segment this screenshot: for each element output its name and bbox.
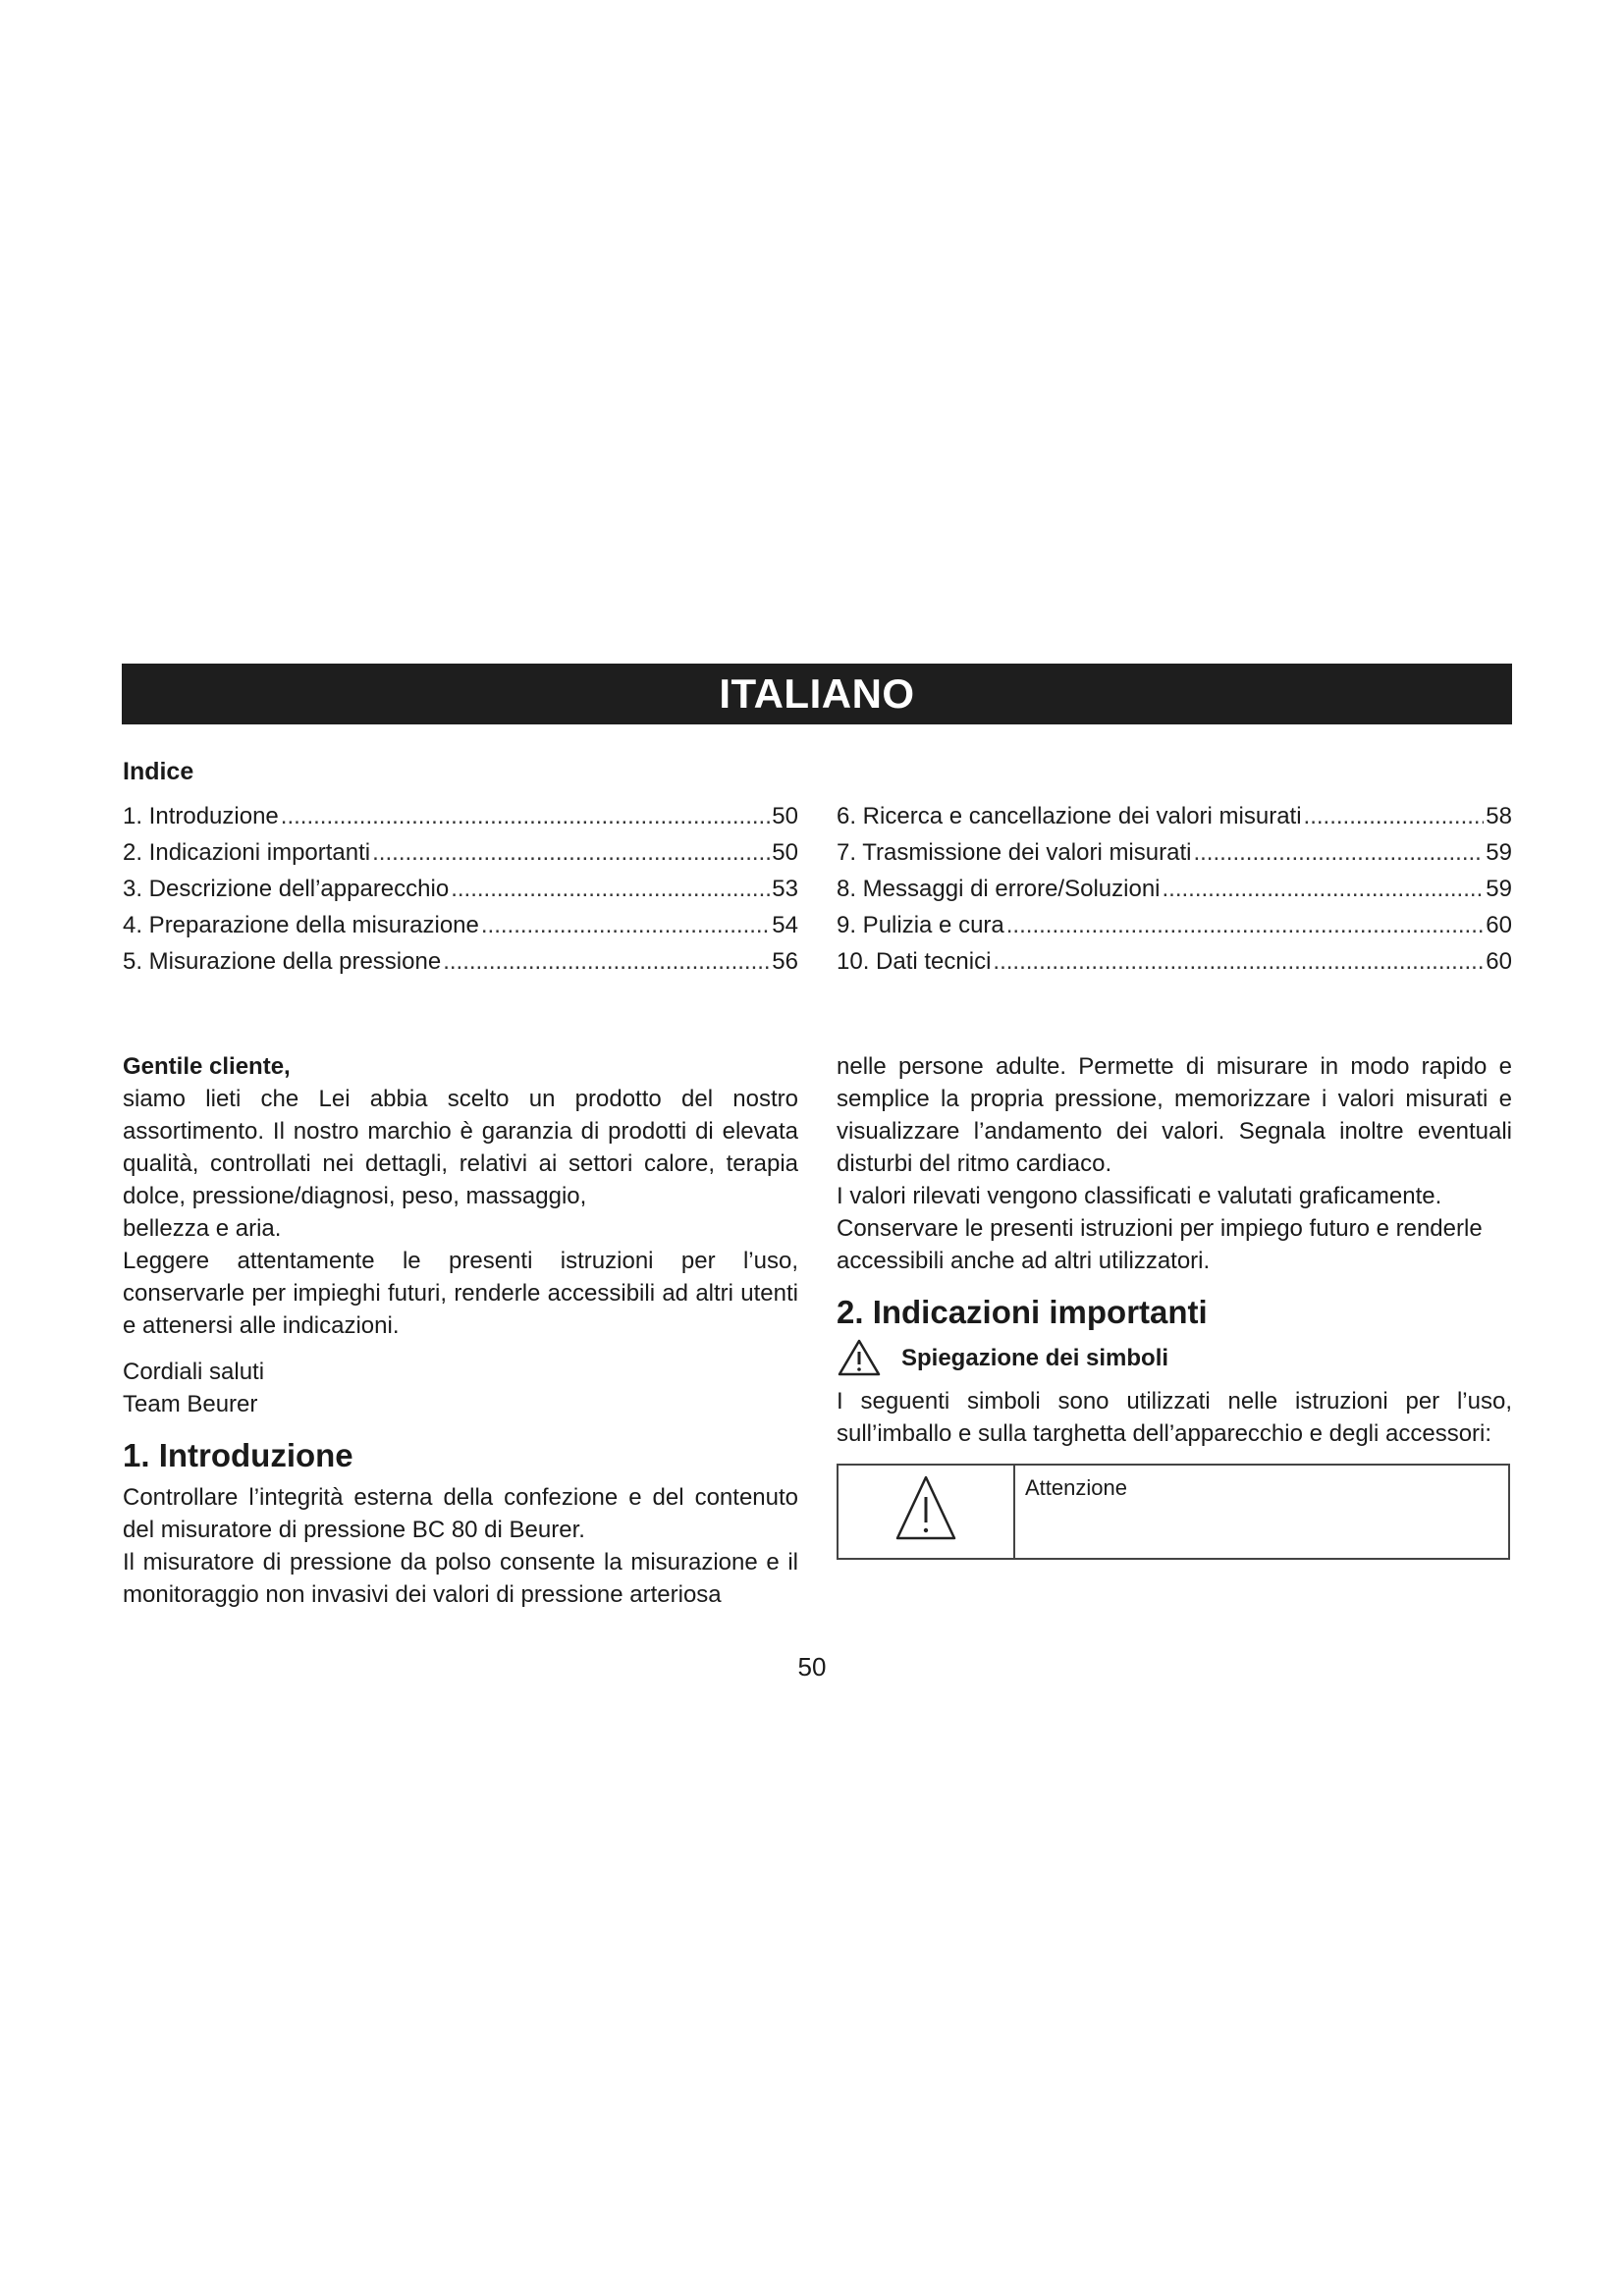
toc-entry[interactable]: 5. Misurazione della pressione ..... 56: [123, 948, 798, 985]
toc-entry[interactable]: 4. Preparazione della misurazione ..... 54: [123, 912, 798, 948]
body-left-column: [123, 1050, 798, 1611]
toc-entry[interactable]: 1. Introduzione ..... 50: [123, 803, 798, 839]
language-banner: ITALIANO: [122, 664, 1512, 724]
intro-paragraph: Il misuratore di pressione da polso consente la misurazione e il monitoraggio non invasivi dei valori di pressione arteriosa: [123, 1549, 798, 1608]
intro-paragraph: Controllare l’integrità esterna della confezione e del contenuto del misuratore di pressione BC 80 di Beurer.: [123, 1484, 798, 1543]
toc-entry[interactable]: 2. Indicazioni importanti ..... 50: [123, 839, 798, 876]
toc-left-column: [123, 803, 798, 985]
toc-entry[interactable]: 10. Dati tecnici ..... 60: [837, 948, 1512, 985]
symbols-paragraph: I seguenti simboli sono utilizzati nelle istruzioni per l’uso, sull’imballo e sulla targhetta dell’apparecchio e degli accessori:: [837, 1388, 1512, 1447]
symbols-subheading-text: Spiegazione dei simboli: [901, 1344, 1169, 1371]
symbol-cell: [838, 1465, 1014, 1559]
section-heading-indicazioni: 2. Indicazioni importanti: [837, 1294, 1208, 1330]
toc-entry[interactable]: 3. Descrizione dell’apparecchio ..... 53: [123, 876, 798, 912]
toc-entry[interactable]: 9. Pulizia e cura ..... 60: [837, 912, 1512, 948]
symbols-subheading: [837, 1338, 1512, 1377]
toc-entry[interactable]: 8. Messaggi di errore/Soluzioni ..... 59: [837, 876, 1512, 912]
warning-triangle-icon: [837, 1338, 882, 1377]
warning-triangle-icon: [893, 1473, 958, 1542]
instructions-paragraph: Leggere attentamente le presenti istruzioni per l’uso, conservarle per impieghi futuri, renderle accessibili ad altri utenti e attenersi alle indicazioni.: [123, 1248, 798, 1339]
toc-right-column: [837, 803, 1512, 985]
symbols-table: [837, 1464, 1510, 1560]
intro-paragraph: Conservare le presenti istruzioni per impiego futuro e renderle accessibili anche ad altri utilizzatori.: [837, 1215, 1483, 1274]
greeting-paragraph-end: bellezza e aria.: [123, 1215, 282, 1242]
table-row: [838, 1465, 1509, 1559]
toc-heading: Indice: [123, 758, 194, 785]
signature-line: Team Beurer: [123, 1391, 258, 1417]
page-number: 50: [797, 1652, 827, 1682]
greeting-heading: Gentile cliente,: [123, 1053, 291, 1080]
intro-paragraph: I valori rilevati vengono classificati e valutati graficamente.: [837, 1183, 1442, 1209]
intro-paragraph-continued: nelle persone adulte. Permette di misurare in modo rapido e semplice la propria pressione, memorizzare i valori misurati e visualizzare l’andamento dei valori. Segnala inoltre eventuali disturbi del ritmo cardiaco.: [837, 1053, 1512, 1177]
section-heading-introduzione: 1. Introduzione: [123, 1437, 353, 1473]
greeting-paragraph: siamo lieti che Lei abbia scelto un prodotto del nostro assortimento. Il nostro marchio è garanzia di prodotti di elevata qualità, controllati nei dettagli, relativi ai settori calore, terapia dolce, pressione/diagnosi, peso, massaggio,: [123, 1086, 798, 1209]
toc-entry[interactable]: 6. Ricerca e cancellazione dei valori misurati ..... 58: [837, 803, 1512, 839]
body-right-column: [837, 1050, 1512, 1560]
toc-entry[interactable]: 7. Trasmissione dei valori misurati ..... 59: [837, 839, 1512, 876]
closing-line: Cordiali saluti: [123, 1359, 265, 1385]
symbol-label: Attenzione: [1014, 1465, 1509, 1559]
